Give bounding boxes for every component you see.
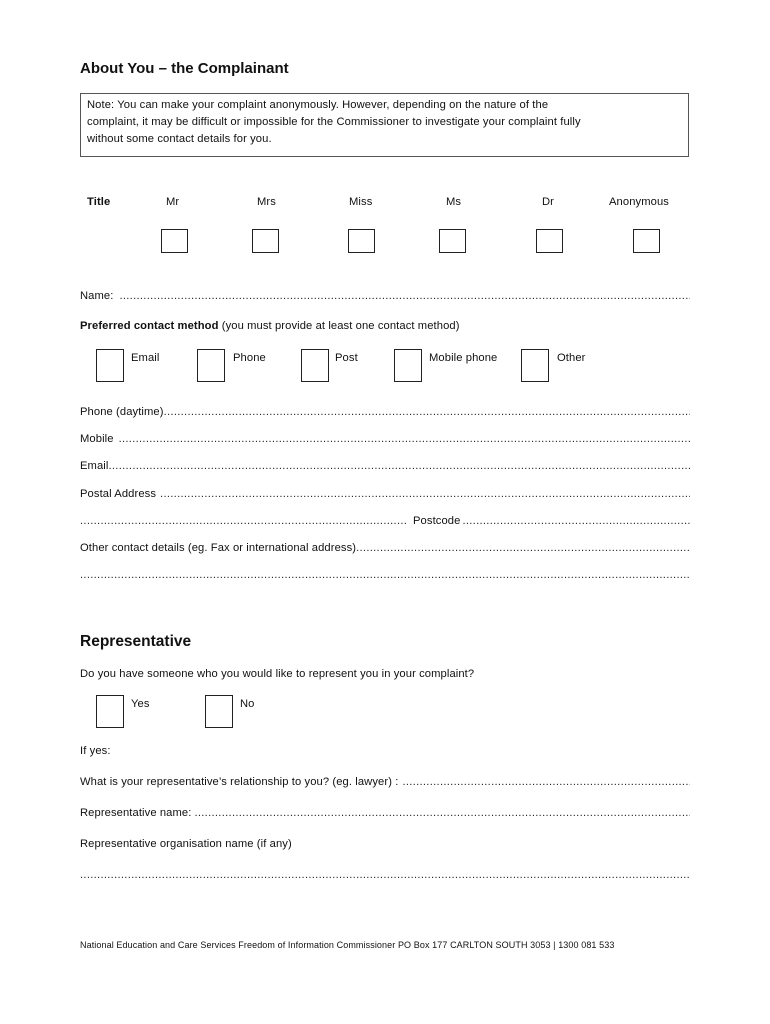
checkbox-contact-email[interactable]	[96, 349, 124, 382]
checkbox-title-ms[interactable]	[439, 229, 466, 253]
other-contact-line2-field[interactable]	[80, 569, 690, 581]
title-option-mr-label: Mr	[166, 196, 180, 208]
anonymity-note	[80, 93, 689, 157]
postcode-label: Postcode	[413, 515, 461, 527]
contact-other-label: Other	[557, 352, 586, 364]
note-line: complaint, it may be difficult or impossible for the Commissioner to investigate your complaint fully	[87, 116, 581, 128]
checkbox-title-anonymous[interactable]	[633, 229, 660, 253]
contact-phone-label: Phone	[233, 352, 266, 364]
representative-organisation-label: Representative organisation name (if any)	[80, 838, 292, 850]
contact-method-heading-note: (you must provide at least one contact method)	[218, 320, 460, 332]
contact-method-heading	[80, 320, 460, 332]
contact-method-heading-bold: Preferred contact method	[80, 320, 219, 332]
title-option-ms-label: Ms	[446, 196, 462, 208]
contact-email-label: Email	[131, 352, 160, 364]
representative-name-field[interactable]	[80, 807, 690, 819]
checkbox-representative-no[interactable]	[205, 695, 233, 728]
representative-name-label: Representative name:	[80, 807, 192, 819]
other-contact-label: Other contact details (eg. Fax or international address)	[80, 542, 357, 554]
email-field[interactable]	[80, 460, 690, 472]
mobile-label: Mobile	[80, 433, 114, 445]
note-line: Note: You can make your complaint anonymously. However, depending on the nature of the	[87, 99, 549, 111]
checkbox-contact-phone[interactable]	[197, 349, 225, 382]
title-option-dr-label: Dr	[542, 196, 555, 208]
representative-question: Do you have someone who you would like to represent you in your complaint?	[80, 668, 475, 680]
postal-address-label: Postal Address	[80, 488, 157, 500]
section-heading-representative: Representative	[80, 633, 192, 650]
checkbox-contact-post[interactable]	[301, 349, 329, 382]
representative-relationship-field[interactable]	[80, 776, 690, 788]
phone-daytime-field[interactable]	[80, 406, 690, 418]
section-heading-about-you: About You – the Complainant	[80, 60, 289, 77]
checkbox-contact-other[interactable]	[521, 349, 549, 382]
title-option-mrs-label: Mrs	[257, 196, 276, 208]
mobile-field[interactable]	[80, 433, 690, 445]
phone-daytime-label: Phone (daytime)	[80, 406, 164, 418]
note-line: without some contact details for you.	[87, 133, 272, 145]
other-contact-field[interactable]	[80, 542, 690, 554]
representative-yes-label: Yes	[131, 698, 150, 710]
contact-post-label: Post	[335, 352, 358, 364]
page-footer: National Education and Care Services Freedom of Information Commissioner PO Box 177 CARLTON SOUTH 3053 | 1300 081 533	[80, 940, 615, 950]
checkbox-title-miss[interactable]	[348, 229, 375, 253]
checkbox-representative-yes[interactable]	[96, 695, 124, 728]
checkbox-title-dr[interactable]	[536, 229, 563, 253]
postcode-field[interactable]	[413, 515, 690, 527]
contact-mobile-label: Mobile phone	[429, 352, 498, 364]
name-label: Name:	[80, 290, 114, 302]
representative-no-label: No	[240, 698, 255, 710]
representative-relationship-label: What is your representative’s relationship to you? (eg. lawyer) :	[80, 776, 399, 788]
name-field[interactable]	[80, 290, 690, 302]
title-option-anonymous-label: Anonymous	[609, 196, 669, 208]
checkbox-contact-mobile[interactable]	[394, 349, 422, 382]
checkbox-title-mr[interactable]	[161, 229, 188, 253]
title-label: Title	[87, 196, 111, 208]
email-label: Email	[80, 460, 109, 472]
title-option-miss-label: Miss	[349, 196, 373, 208]
postal-address-line2-field[interactable]	[80, 515, 407, 527]
if-yes-label: If yes:	[80, 745, 111, 757]
checkbox-title-mrs[interactable]	[252, 229, 279, 253]
representative-organisation-field[interactable]	[80, 869, 690, 881]
postal-address-field[interactable]	[80, 488, 690, 500]
